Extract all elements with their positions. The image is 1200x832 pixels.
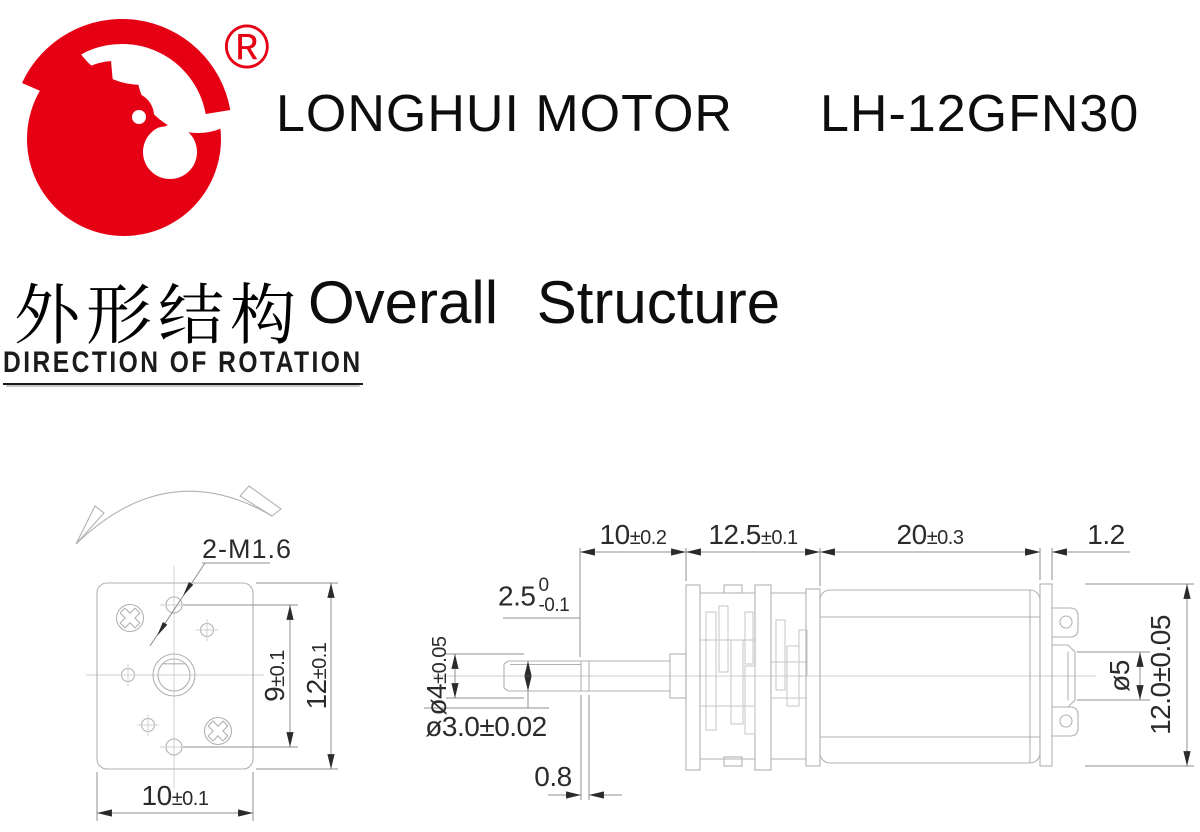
technical-drawing <box>0 370 1200 832</box>
shaft-diameter-dimension: ø3.0±0.02 <box>425 711 547 742</box>
brand-name: LONGHUI MOTOR <box>276 85 733 143</box>
dimension-tolerance: ±0.1 <box>267 650 289 687</box>
dimension-value: 12.5 <box>708 519 761 550</box>
motor-length-dimension <box>897 521 964 549</box>
dimension-tolerance: ±0.3 <box>926 527 964 549</box>
model-number: LH-12GFN30 <box>820 85 1140 143</box>
body-width-dimension <box>142 782 209 810</box>
flat-length-dimension <box>498 575 570 618</box>
step-dimension: 0.8 <box>534 761 572 792</box>
dimension-value: 1.2 <box>1087 519 1125 550</box>
tolerance-upper: 0 <box>538 575 549 596</box>
dimension-tolerance: ±0.2 <box>629 527 667 549</box>
section-title-english: Overall Structure <box>308 269 781 336</box>
gearbox-length-dimension <box>708 521 797 549</box>
tolerance-lower: -0.1 <box>538 594 570 616</box>
dimension-value: 20 <box>896 519 927 550</box>
dimension-tolerance: ±0.1 <box>760 527 798 549</box>
front-view-drawing <box>97 583 253 769</box>
side-view-drawing <box>504 584 1078 770</box>
boss-diameter-dimension: ø5 <box>1104 660 1135 692</box>
dimension-tolerance: ±0.1 <box>171 788 209 810</box>
dimension-value: 10 <box>141 780 172 811</box>
registered-mark: ® <box>224 13 270 82</box>
section-title-chinese: 外形结构 <box>14 280 302 353</box>
endcap-length-dimension <box>1087 521 1124 549</box>
center-lines <box>86 566 1096 788</box>
dimension-tolerance: ±0.1 <box>309 642 331 680</box>
dimension-value: 12 <box>301 679 332 710</box>
thread-callout-label: 2-M1.6 <box>202 534 293 564</box>
direction-of-rotation-heading: DIRECTION OF ROTATION <box>3 346 363 385</box>
body-height-dimension <box>303 643 331 710</box>
dimension-value: ø4 <box>421 683 452 716</box>
dimension-tolerance: ±0.05 <box>429 636 451 684</box>
brand-logo <box>12 4 274 236</box>
shaft-exposed-dimension <box>600 521 667 549</box>
dimension-value: 9 <box>259 686 290 702</box>
gear-train <box>700 606 807 734</box>
dimension-value: 2.5 <box>498 580 536 612</box>
dimension-value: 10 <box>599 519 630 550</box>
hub-diameter-dimension <box>423 636 451 715</box>
hole-spacing-dimension <box>261 650 289 702</box>
body-diameter-dimension: 12.0±0.05 <box>1145 615 1176 735</box>
